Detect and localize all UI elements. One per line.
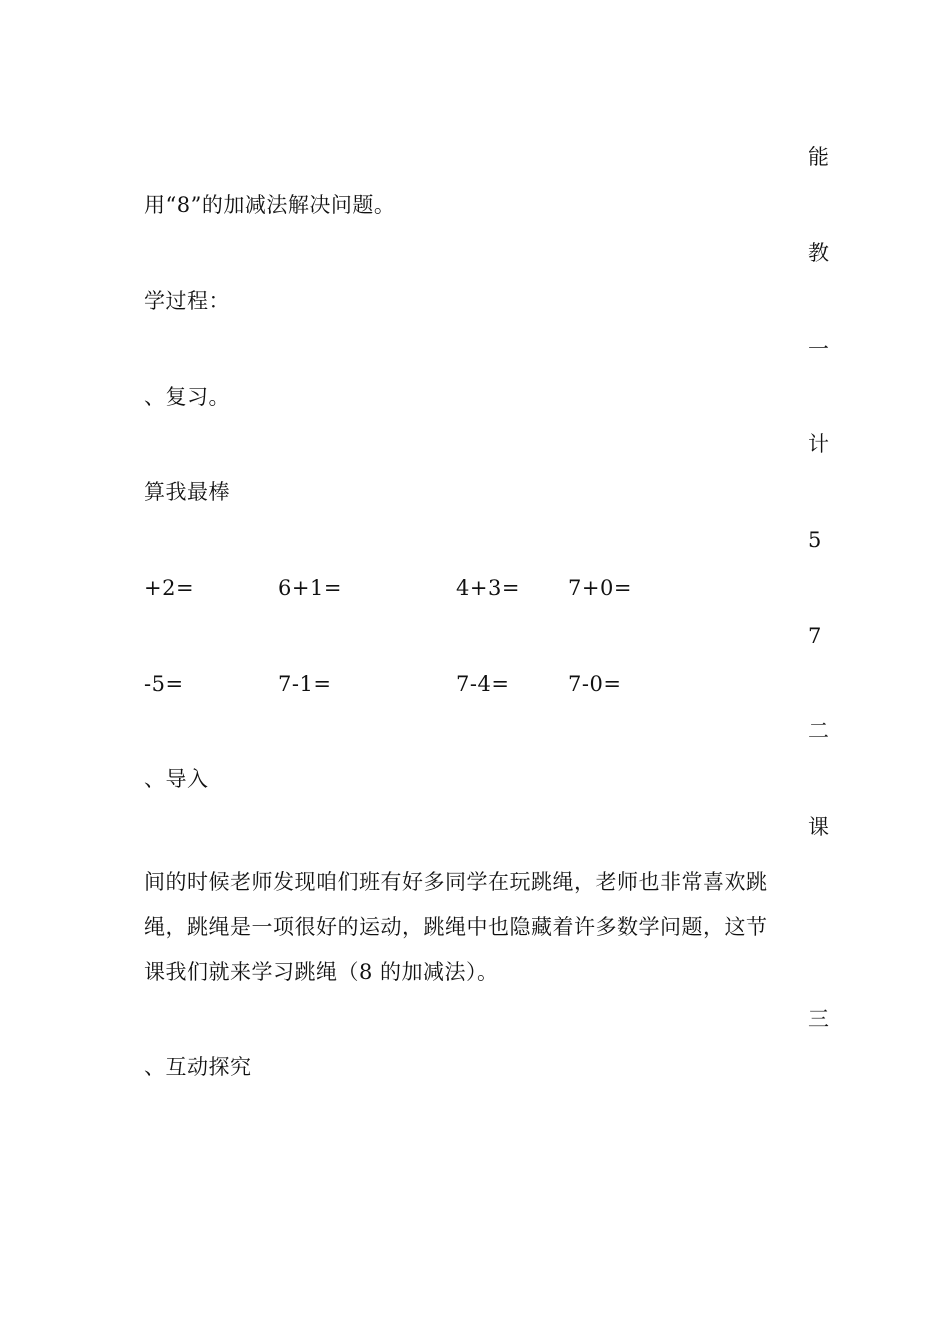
side-char: 教 bbox=[808, 241, 829, 265]
exercise-item: 7-1= bbox=[278, 672, 332, 696]
exercise-item: 7-4= bbox=[456, 672, 510, 696]
exercise-item: 4+3= bbox=[456, 576, 520, 600]
section-explore: 、互动探究 bbox=[144, 1055, 252, 1079]
paragraph-line: 绳，跳绳是一项很好的运动，跳绳中也隐藏着许多数学问题，这节 bbox=[144, 915, 768, 939]
intro-paragraph bbox=[144, 860, 808, 995]
line-goal: 用“8”的加减法解决问题。 bbox=[144, 193, 396, 217]
exercise-item: 7+0= bbox=[568, 576, 632, 600]
exercise-item: +2= bbox=[144, 576, 195, 600]
side-char: 5 bbox=[808, 528, 822, 552]
side-char: 一 bbox=[808, 337, 829, 361]
paragraph-line: 课我们就来学习跳绳（8 的加减法）。 bbox=[144, 960, 499, 984]
paragraph-line: 间的时候老师发现咱们班有好多同学在玩跳绳，老师也非常喜欢跳 bbox=[144, 870, 768, 894]
exercise-item: 6+1= bbox=[278, 576, 342, 600]
line-process: 学过程： bbox=[144, 289, 230, 313]
line-calc-title: 算我最棒 bbox=[144, 480, 230, 504]
side-char: 三 bbox=[808, 1007, 829, 1031]
side-char: 课 bbox=[808, 815, 829, 839]
side-char: 计 bbox=[808, 432, 829, 456]
exercise-item: -5= bbox=[144, 672, 184, 696]
side-char: 7 bbox=[808, 624, 822, 648]
exercise-item: 7-0= bbox=[568, 672, 622, 696]
section-intro: 、导入 bbox=[144, 767, 209, 791]
side-char: 二 bbox=[808, 719, 829, 743]
side-char: 能 bbox=[808, 145, 829, 169]
section-review: 、复习。 bbox=[144, 385, 230, 409]
